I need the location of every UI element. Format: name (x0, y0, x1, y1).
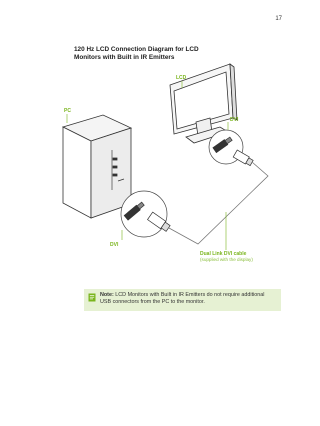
page-number: 17 (275, 16, 282, 22)
dvi-connector-left (121, 191, 171, 237)
note-text (100, 292, 276, 306)
dvi-cable (169, 162, 268, 244)
cable-label (200, 251, 253, 263)
cable-label-sub: (supplied with the display) (200, 257, 253, 262)
cable-label-main: Dual Link DVI cable (200, 251, 247, 257)
figure-title-line-1: 120 Hz LCD Connection Diagram for LCD (74, 46, 199, 53)
note-icon (88, 293, 96, 302)
lcd-label: LCD (176, 75, 187, 81)
pc-tower-illustration (63, 115, 131, 218)
figure-title-line-2: Monitors with Built in IR Emitters (74, 54, 175, 61)
note-body: LCD Monitors with Built in IR Emitters do not require additional USB connectors from the PC to the monitor. (100, 292, 265, 305)
note-prefix: Note: (100, 292, 114, 298)
dvi-connector-right (209, 130, 254, 166)
dvi-label-left: DVI (110, 242, 119, 248)
pc-label: PC (64, 108, 71, 114)
dvi-label-right: DVI (230, 117, 239, 123)
